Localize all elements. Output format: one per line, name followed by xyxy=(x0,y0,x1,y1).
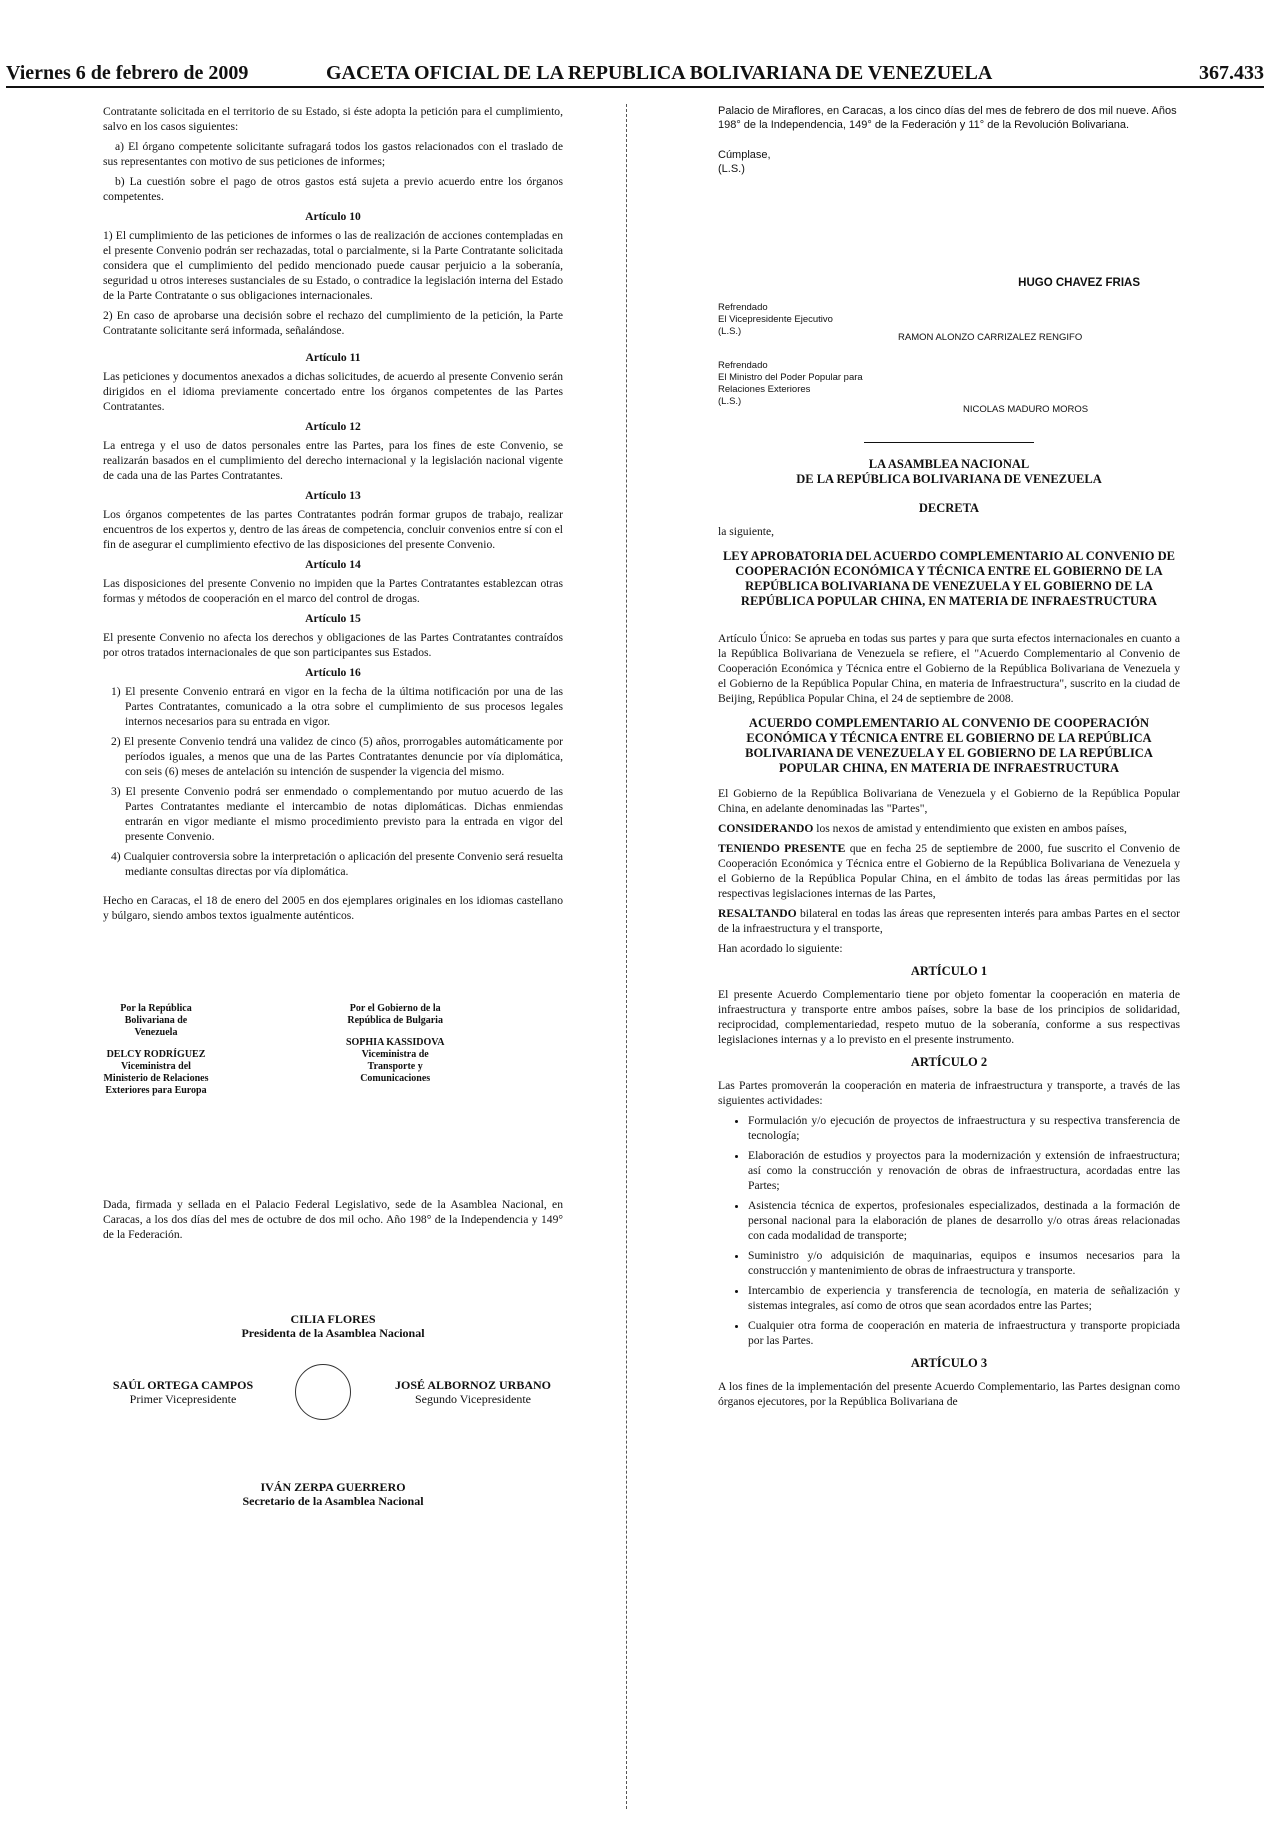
article-heading: Artículo 15 xyxy=(305,612,361,625)
agreement-title: ACUERDO COMPLEMENTARIO AL CONVENIO DE COOPERACIÓN ECONÓMICA Y TÉCNICA ENTRE EL GOBIERNO DE LA REPÚBLICA BOLIVARIANA DE VENEZUELA Y EL GOBIERNO DE LA REPÚBLICA POPULAR CHINA, EN MATERIA DE INFRAESTRUCTURA xyxy=(745,716,1153,775)
signatory-name: RAMON ALONZO CARRIZALEZ RENGIFO xyxy=(898,332,1083,343)
paragraph: a) El órgano competente solicitante sufragará todos los gastos relacionados con el traslado de sus representantes con motivo de sus peticiones de informes; xyxy=(103,140,563,168)
signature-second-vp xyxy=(383,1378,563,1406)
list-item: • Elaboración de estudios y proyectos para la modernización y extensión de infraestructura; así como la construcción y renovación de obras de infraestructura, acordadas entre las Partes; xyxy=(748,1148,1180,1193)
article-heading: ARTÍCULO 2 xyxy=(910,1055,988,1069)
label: (L.S.) xyxy=(718,326,742,337)
signature-secretary xyxy=(103,1480,563,1508)
text: bilateral en todas las áreas que representen interés para ambas Partes en el sector de la infraestructura y el transporte, xyxy=(718,907,1180,935)
paragraph: Palacio de Miraflores, en Caracas, a los cinco días del mes de febrero de dos mil nueve. Años 198° de la Independencia, 149° de la Federación y 11° de la Revolución Bolivariana. xyxy=(718,105,1177,131)
signatory-name: NICOLAS MADURO MOROS xyxy=(963,404,1089,415)
signatory-role: Secretario de la Asamblea Nacional xyxy=(242,1494,424,1508)
article-heading: Artículo 13 xyxy=(305,489,361,502)
keyword: RESALTANDO xyxy=(718,907,797,920)
text: los nexos de amistad y entendimiento que existen en ambos países, xyxy=(813,822,1127,835)
paragraph xyxy=(718,821,1180,836)
paragraph: Las disposiciones del presente Convenio no impiden que la Partes Contratantes establezcan otras formas y métodos de cooperación en el marco del control de drogas. xyxy=(103,577,563,605)
article-heading: Artículo 11 xyxy=(305,351,361,364)
law-title: LEY APROBATORIA DEL ACUERDO COMPLEMENTARIO AL CONVENIO DE COOPERACIÓN ECONÓMICA Y TÉCNICA ENTRE EL GOBIERNO DE LA REPÚBLICA BOLIVARIANA DE VENEZUELA Y EL GOBIERNO DE LA REPÚBLICA POPULAR CHINA, EN MATERIA DE INFRAESTRUCTURA xyxy=(722,549,1176,608)
treaty-signatures xyxy=(103,1003,563,1097)
signatory-country: Por la República Bolivariana de Venezuela xyxy=(120,1003,192,1038)
signatory-name: CILIA FLORES xyxy=(290,1312,376,1326)
article-heading: Artículo 12 xyxy=(305,420,361,433)
paragraph: Han acordado lo siguiente: xyxy=(718,942,843,955)
heading-line: DE LA REPÚBLICA BOLIVARIANA DE VENEZUELA xyxy=(796,472,1102,486)
paragraph: Hecho en Caracas, el 18 de enero del 2005 en dos ejemplares originales en los idiomas castellano y búlgaro, siendo ambos textos igualmente auténticos. xyxy=(103,894,563,922)
right-column xyxy=(718,104,1180,1414)
signatory-country: Por el Gobierno de la República de Bulgaria xyxy=(347,1003,443,1026)
decreta-heading: DECRETA xyxy=(918,501,980,515)
paragraph: La entrega y el uso de datos personales entre las Partes, para los fines de este Convenio, se realizarán basados en el cumplimiento del derecho internacional y la legislación nacional vigente de cada una de las Partes Contratantes. xyxy=(103,439,563,482)
signature-first-vp xyxy=(103,1378,263,1406)
paragraph xyxy=(718,906,1180,936)
list-item: • Intercambio de experiencia y transferencia de tecnología, en materia de señalización y sistemas integrales, así como de otros que sean acordados entre las Partes; xyxy=(748,1283,1180,1313)
refrendado-block-vp xyxy=(718,302,1180,344)
signatory-name: IVÁN ZERPA GUERRERO xyxy=(260,1480,406,1494)
header-title: GACETA OFICIAL DE LA REPUBLICA BOLIVARIANA DE VENEZUELA xyxy=(326,62,993,84)
separator-rule xyxy=(864,442,1034,443)
numbered-item: 3) El presente Convenio podrá ser enmendado o complementando por mutuo acuerdo de las Partes Contratantes mediante el intercambio de notas diplomáticas. Dichas enmiendas entrarán en vigor mediante el mismo procedimiento previsto para la entrada en vigor del presente Convenio. xyxy=(111,785,563,843)
paragraph: 1) El cumplimiento de las peticiones de informes o las de realización de acciones contempladas en el presente Convenio podrán ser rechazadas, total o parcialmente, si la Parte Contratante solicitada considera que el cumplimiento del pedido mencionado puede causar perjuicio a la soberanía, seguridad u otros intereses sustanciales de su Estado, o contradice la legislación interna del Estado de la Parte Contratante o sus obligaciones internacionales. xyxy=(103,229,563,302)
article-heading: Artículo 10 xyxy=(305,210,361,223)
list-item: • Cualquier otra forma de cooperación en materia de infraestructura y transporte propiciada por las Partes. xyxy=(748,1318,1180,1348)
list-item: • Suministro y/o adquisición de maquinarias, equipos e insumos necesarios para la construcción y mantenimiento de obras de infraestructura y transporte. xyxy=(748,1248,1180,1278)
signatory-role: Primer Vicepresidente xyxy=(129,1392,237,1406)
paragraph: Los órganos competentes de las partes Contratantes podrán formar grupos de trabajo, realizar encuentros de los expertos y, dentro de las áreas de competencia, concluir convenios entre sí con el fin de asegurar el cumplimiento efectivo de las disposiciones del presente Convenio. xyxy=(103,508,563,551)
president-name: HUGO CHAVEZ FRIAS xyxy=(1018,277,1140,289)
label: Refrendado xyxy=(718,302,768,313)
paragraph: la siguiente, xyxy=(718,525,775,538)
article-heading: ARTÍCULO 1 xyxy=(910,964,988,978)
paragraph: El presente Convenio no afecta los derechos y obligaciones de las Partes Contratantes contraídos por otros tratados internacionales de que son participantes sus Estados. xyxy=(103,631,563,659)
paragraph: Las Partes promoverán la cooperación en materia de infraestructura y transporte, a través de las siguientes actividades: xyxy=(718,1079,1180,1107)
left-column xyxy=(103,104,563,1508)
article-heading: Artículo 16 xyxy=(305,666,361,679)
assembly-heading xyxy=(718,457,1180,487)
vice-presidents-row xyxy=(103,1364,563,1420)
national-assembly-seal-icon xyxy=(295,1364,351,1420)
paragraph: Contratante solicitada en el territorio de su Estado, si éste adopta la petición para el cumplimiento, salvo en los casos siguientes: xyxy=(103,105,563,133)
paragraph: Cúmplase, xyxy=(718,149,771,161)
signatory-role: El Vicepresidente Ejecutivo xyxy=(718,314,833,325)
refrendado-block-minister xyxy=(718,360,1180,416)
numbered-item: 4) Cualquier controversia sobre la interpretación o aplicación del presente Convenio será resuelta mediante consultas directas por vía diplomática. xyxy=(111,850,563,878)
paragraph: 2) En caso de aprobarse una decisión sobre el rechazo del cumplimiento de la petición, la Parte Contratante solicitante será informada, señalándose. xyxy=(103,309,563,337)
keyword: TENIENDO PRESENTE xyxy=(718,842,846,855)
paragraph: Dada, firmada y sellada en el Palacio Federal Legislativo, sede de la Asamblea Nacional, en Caracas, a los dos días del mes de octubre de dos mil ocho. Año 198° de la Independencia y 149° de la Federación. xyxy=(103,1198,563,1241)
signatory-name: SOPHIA KASSIDOVA xyxy=(345,1037,445,1048)
column-divider xyxy=(626,104,627,1809)
signatory-role: El Ministro del Poder Popular para Relaciones Exteriores xyxy=(718,372,863,395)
page-header xyxy=(6,62,1264,88)
paragraph: Las peticiones y documentos anexados a dichas solicitudes, de acuerdo al presente Convenio serán dirigidos en el idioma previamente concertado entre los órganos competentes de las Partes Contratantes. xyxy=(103,370,563,413)
signatory-role: Viceministra de Transporte y Comunicaciones xyxy=(360,1049,431,1084)
text: que en fecha 25 de septiembre de 2000, fue suscrito el Convenio de Cooperación Económica y Técnica entre el Gobierno de la República Bolivariana de Venezuela y el Gobierno de la República Popular China, en el ámbito de todas las áreas permitidas por las respectivas legislaciones internas de las Partes, xyxy=(718,842,1180,900)
list-item: • Formulación y/o ejecución de proyectos de infraestructura y su respectiva transferencia de tecnología; xyxy=(748,1113,1180,1143)
paragraph xyxy=(718,841,1180,901)
header-date: Viernes 6 de febrero de 2009 xyxy=(6,62,249,84)
paragraph: El presente Acuerdo Complementario tiene por objeto fomentar la cooperación en materia de infraestructura y transporte entre ambos países, sobre la base de los principios de solidaridad, reciprocidad, complementariedad, respeto mutuo de la soberanía, conforme a sus respectivas legislaciones internas y a lo previsto en el presente instrumento. xyxy=(718,988,1180,1046)
article-heading: Artículo 14 xyxy=(305,558,361,571)
signatory-role: Viceministra del Ministerio de Relaciones Exteriores para Europa xyxy=(103,1061,209,1096)
paragraph: Artículo Único: Se aprueba en todas sus partes y para que surta efectos internacionales en cuanto a la República Bolivariana de Venezuela se refiere, el "Acuerdo Complementario al Convenio de Cooperación Económica y Técnica entre el Gobierno de la República Bolivariana de Venezuela y el Gobierno de la República Popular China, en materia de Infraestructura", suscrito en la ciudad de Beijing, República Popular China, el 24 de septiembre de 2008. xyxy=(718,632,1180,705)
heading-line: LA ASAMBLEA NACIONAL xyxy=(868,457,1030,471)
paragraph: (L.S.) xyxy=(718,163,745,175)
list-item: • Asistencia técnica de expertos, profesionales especializados, destinada a la formación de personal nacional para la elaboración de planes de desarrollo y/o otras áreas relacionadas con cada modalidad de transporte; xyxy=(748,1198,1180,1243)
signatory-name: SAÚL ORTEGA CAMPOS xyxy=(112,1378,254,1392)
paragraph: A los fines de la implementación del presente Acuerdo Complementario, las Partes designan como órganos ejecutores, por la República Bolivariana de xyxy=(718,1380,1180,1408)
signature-bulgaria xyxy=(342,1003,563,1097)
signature-president-assembly xyxy=(103,1312,563,1340)
signatory-name: JOSÉ ALBORNOZ URBANO xyxy=(394,1378,552,1392)
paragraph: El Gobierno de la República Bolivariana de Venezuela y el Gobierno de la República Popular China, en adelante denominadas las "Partes", xyxy=(718,787,1180,815)
signatory-role: Segundo Vicepresidente xyxy=(414,1392,532,1406)
label: (L.S.) xyxy=(718,396,742,407)
signatory-name: DELCY RODRÍGUEZ xyxy=(106,1049,206,1060)
paragraph: b) La cuestión sobre el pago de otros gastos está sujeta a previo acuerdo entre los órganos competentes. xyxy=(103,175,563,203)
label: Refrendado xyxy=(718,360,768,371)
numbered-item: 2) El presente Convenio tendrá una validez de cinco (5) años, prorrogables automáticamente por períodos iguales, a menos que una de las Partes Contratantes denuncie por vía diplomática, con seis (6) meses de antelación su intención de suspender la vigencia del mismo. xyxy=(111,735,563,778)
article-heading: ARTÍCULO 3 xyxy=(910,1356,988,1370)
signatory-role: Presidenta de la Asamblea Nacional xyxy=(241,1326,425,1340)
activities-list xyxy=(718,1113,1180,1348)
header-page-number: 367.433 xyxy=(1199,62,1264,84)
signature-venezuela xyxy=(103,1003,324,1097)
numbered-item: 1) El presente Convenio entrará en vigor en la fecha de la última notificación por una de las Partes Contratantes, comunicado a la otra sobre el cumplimiento de sus procesos legales internos necesarios para su entrada en vigor. xyxy=(111,685,563,728)
keyword: CONSIDERANDO xyxy=(718,822,814,835)
